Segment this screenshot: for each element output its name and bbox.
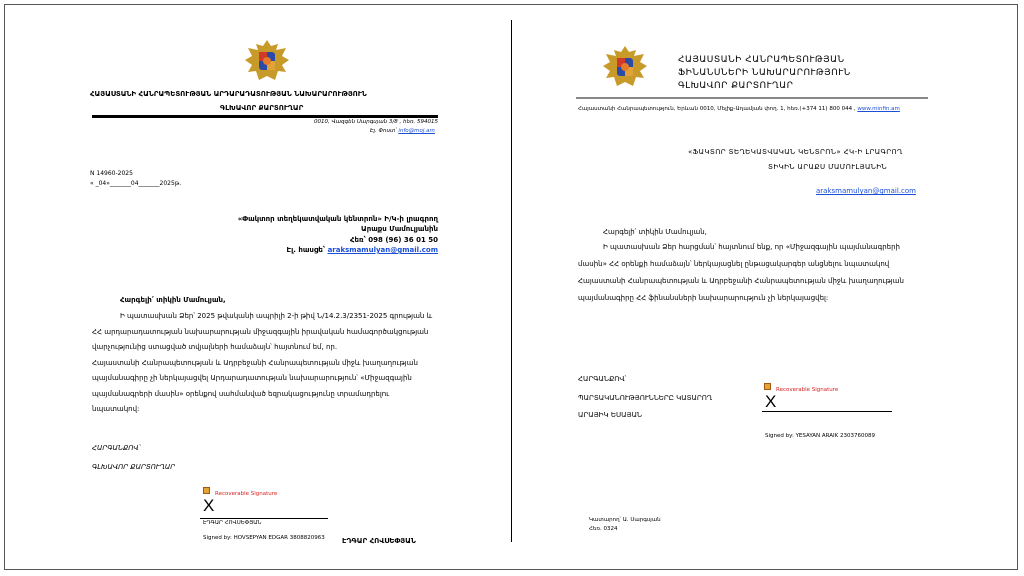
right-executor-phone: Հեռ. 0324 [589,526,618,532]
left-ministry-name: ՀԱՅԱՍՏԱՆԻ ՀԱՆՐԱՊԵՏՈՒԹՅԱՆ ԱՐԴԱՐԱԴԱՏՈՒԹՅԱՆ ՆԱԽԱՐԱՐՈՒԹՅՈՒՆ [90,90,367,98]
right-recipient-line1: «ՖԱԿՏՈՐ ՏԵՂԵԿԱՏՎԱԿԱՆ ԿԵՆՏՐՈՆ» ՀԿ-Ի ԼՐԱԳՐՈՂ [688,148,903,156]
right-recipient-line2: ՏԻԿԻՆ ԱՐԱՔՍ ՄԱՄՈՒԼՅԱՆԻՆ [768,163,888,171]
left-sign-title: ԳԼԽԱՎՈՐ ՔԱՐՏՈՒՂԱՐ [92,463,176,471]
left-recipient-org: «Փակտոր տեղեկատվական կենտրոն» Ի/Կ-ի լրագրող [237,215,438,223]
right-site-link[interactable]: www.minfin.am [857,106,900,112]
left-signed-by: Signed by: HOVSEPYAN EDGAR 3808820963 [203,535,325,541]
left-body-line: Հայաստանի Հանրապետության և Ադրբեջանի Հանրապետության միջև խաղաղության [92,358,418,367]
left-closing: ՀԱՐԳԱՆՔՈՎ՝ [92,444,141,452]
signature-icon [764,383,771,390]
left-body-line: նպատակով: [92,405,140,413]
left-email-line: Էլ. Փոստ՝ info@moj.am [370,128,435,134]
left-recipient-phone: Հեռ՝ 098 (96) 36 01 50 [349,236,438,244]
right-header-line3: ԳԼԽԱՎՈՐ ՔԱՐՏՈՒՂԱՐ [678,81,794,91]
right-contact-line: Հայաստանի Հանրապետություն, Երևան 0010, Մելիք-Ադամյան փող. 1, հեռ.(+374 11) 800 044 , www.minfin.am [578,106,900,112]
left-email-link[interactable]: info@moj.am [398,128,435,134]
left-salutation: Հարգելի՛ տիկին Մամուլյան, [120,296,226,304]
left-body-line: Ի պատասխան Ձեր՝ 2025 թվականի ապրիլի 2-ի թիվ Ն/14.2.3/2351-2025 գրության և [120,312,433,320]
right-body-line: մասին» ՀՀ օրենքի համաձայն՝ ներկայացնել ընթացակարգեր անցնելու նպատակով [578,260,890,268]
signature-icon [203,487,210,494]
left-recipient-name: Արաքս Մամուլյանին [361,225,438,233]
left-signature-under: ԷԴԳԱՐ ՀՈՎՍԵՓՅԱՆ [203,520,262,526]
right-signer-name: ԱՐԱՅԻԿ ԵՍԱՅԱՆ [578,411,643,419]
coat-of-arms-emblem-left [242,38,292,86]
coat-of-arms-emblem-right [600,44,650,92]
right-body [578,239,930,307]
right-signature-mark[interactable]: X [765,392,777,411]
right-header-rule [576,97,928,99]
left-ref-date: « _04»_______04_______2025թ. [90,180,182,187]
right-salutation: Հարգելի՛ տիկին Մամուլյան, [603,228,707,236]
left-signature-line [200,518,328,519]
left-recipient-email-line: Էլ. հասցե՝ araksmamulyan@gmail.com [286,246,438,254]
left-address: 0010, Վազգեն Սարգսյան 3/8 , հեռ. 594015 [314,119,439,125]
right-recoverable-signature: Recoverable Signature [764,376,838,395]
right-body-line: Հայաստանի Հանրապետության և Ադրբեջանի Հանրապետության միջև խաղաղության [578,277,904,285]
left-body [92,309,438,418]
left-recipient-email-link[interactable]: araksmamulyan@gmail.com [327,246,438,254]
right-body-line: Ի պատասխան Ձեր հարցման՝ հայտնում ենք, որ «Միջազգային պայմանագրերի [603,243,900,251]
right-body-line: պայմանագիրը ՀՀ ֆինանսների նախարարություն չի ներկայացվել: [578,294,829,302]
right-sign-title: ՊԱՐՏԱԿԱՆՈՒԹՅՈՒՆՆԵՐԸ ԿԱՏԱՐՈՂ [578,394,713,402]
left-body-line: վարչությունից ստացված տվյալների համաձայն՝ հայտնում եմ, որ. [92,343,338,351]
left-recoverable-signature: Recoverable Signature [203,480,277,499]
left-signer-name: ԷԴԳԱՐ ՀՈՎՍԵՓՅԱՆ [342,537,416,545]
right-closing: ՀԱՐԳԱՆՔՈՎ՝ [578,375,627,383]
right-executor: Կատարող՝ Ա. Սարգսյան [589,517,661,523]
right-recipient-email-link[interactable]: araksmamulyan@gmail.com [816,187,916,195]
left-header-rule [92,115,438,118]
left-office-name: ԳԼԽԱՎՈՐ ՔԱՐՏՈՒՂԱՐ [220,104,304,112]
page-divider [511,20,512,542]
left-ref-number: N 14960-2025 [90,170,133,177]
left-signature-mark[interactable]: X [203,496,215,515]
right-signed-by: Signed by: YESAYAN ARAIK 2303760089 [765,433,875,439]
left-body-line: պայմանագրերի մասին» օրենքով սահմանված եզրակացությունը տրամադրելու [92,389,390,398]
left-body-line: ՀՀ արդարադատության նախարարության միջազգային իրավական համագործակցության [92,327,429,336]
right-signature-line [762,411,892,412]
right-header-line2: ՖԻՆԱՆՍՆԵՐԻ ՆԱԽԱՐԱՐՈՒԹՅՈՒՆ [678,68,851,78]
left-body-line: պայմանագիրը չի ներկայացվել Արդարադատության նախարարություն՝ «Միջազգային [92,374,412,382]
right-header-line1: ՀԱՅԱՍՏԱՆԻ ՀԱՆՐԱՊԵՏՈՒԹՅԱՆ [678,55,845,65]
